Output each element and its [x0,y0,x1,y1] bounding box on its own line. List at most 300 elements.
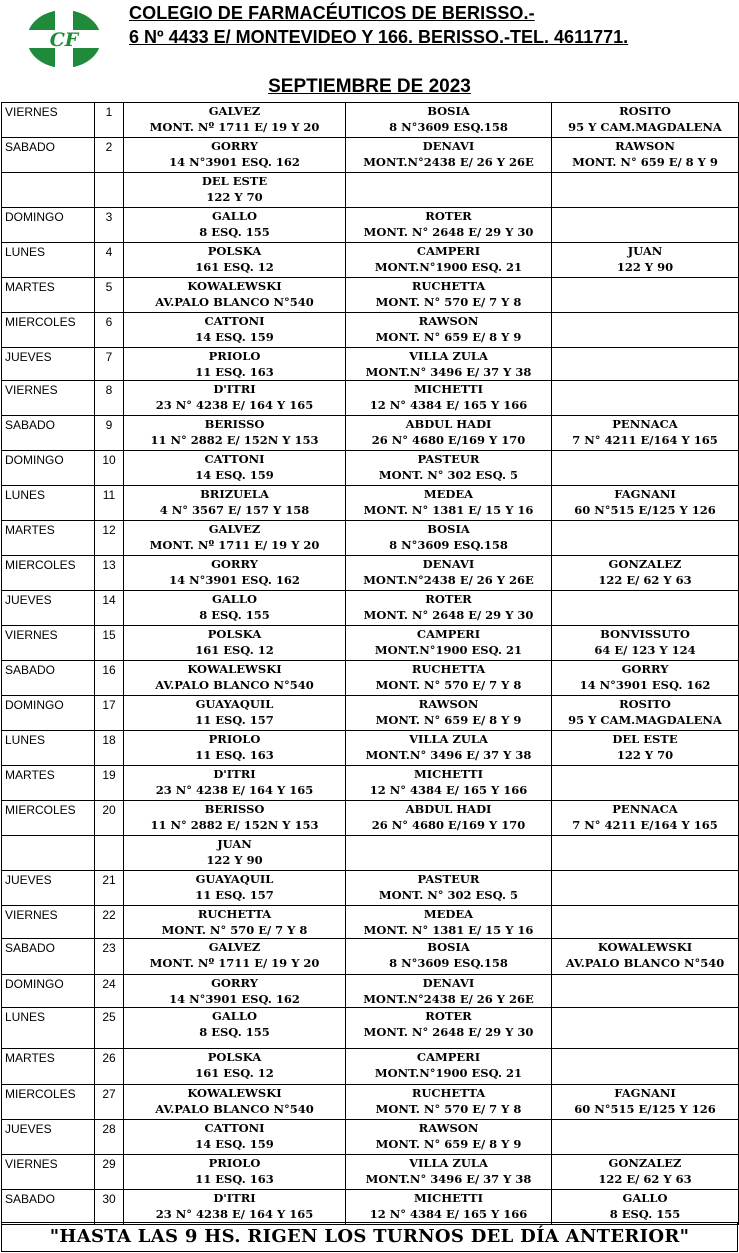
day-number-cell [95,1190,124,1225]
pharmacy-name: DEL ESTE [201,174,268,188]
pharmacy-address: 122 Y 90 [616,260,674,274]
schedule-row [2,521,739,556]
pharmacy-cell [552,381,739,416]
pharmacy-cell [552,173,739,208]
pharmacy-address: MONT. N° 302 ESQ. 5 [378,468,519,482]
weekday-cell [2,836,95,871]
pharmacy-name: DENAVI [422,976,475,990]
pharmacy-cell [552,208,739,243]
pharmacy-name: CAMPERI [416,627,481,641]
pharmacy-name: BOSIA [427,522,470,536]
pharmacy-cell [124,1120,346,1155]
pharmacy-address: 8 N°3609 ESQ.158 [389,956,508,970]
pharmacy-name: RUCHETTA [411,1086,486,1100]
pharmacy-cell [124,906,346,939]
day-number-cell [95,731,124,766]
pharmacy-address: MONT. N° 2648 E/ 29 Y 30 [363,225,534,239]
day-number-cell [95,348,124,381]
pharmacy-address: MONT. N° 1381 E/ 15 Y 16 [363,503,534,517]
pharmacy-name: CATTONI [204,314,265,328]
pharmacy-cell [552,138,739,173]
weekday-cell [2,451,95,486]
pharmacy-name: GALLO [212,592,257,606]
pharmacy-cross-logo-icon [26,9,102,69]
pharmacy-cell [124,591,346,626]
pharmacy-name: GUAYAQUIL [195,872,274,886]
pharmacy-cell [346,766,552,801]
pharmacy-cell [552,801,739,836]
weekday-label: SABADO [5,663,56,677]
schedule-row [2,1155,739,1190]
pharmacy-address: 8 N°3609 ESQ.158 [389,120,508,134]
pharmacy-address: MONT. Nº 1711 E/ 19 Y 20 [149,120,320,134]
pharmacy-address: MONT. N° 570 E/ 7 Y 8 [161,923,308,937]
day-number-cell [95,556,124,591]
pharmacy-address: 14 N°3901 ESQ. 162 [169,992,300,1006]
pharmacy-cell [346,836,552,871]
pharmacy-cell [124,173,346,208]
pharmacy-address: 60 N°515 E/125 Y 126 [574,503,716,517]
pharmacy-name: D'ITRI [213,1191,256,1205]
pharmacy-cell [124,661,346,696]
day-number: 23 [102,941,116,955]
schedule-row [2,381,739,416]
pharmacy-address: MONT.N°1900 ESQ. 21 [374,1066,523,1080]
pharmacy-name: FAGNANI [614,1086,676,1100]
pharmacy-address: MONT. N° 659 E/ 8 Y 9 [375,1137,522,1151]
day-number-cell [95,173,124,208]
pharmacy-name: VILLA ZULA [409,349,488,363]
pharmacy-cell [124,1190,346,1225]
day-number: 10 [102,453,116,467]
pharmacy-name: KOWALEWSKI [187,279,282,293]
pharmacy-address: MONT.N°2438 E/ 26 Y 26E [363,992,534,1006]
pharmacy-name: RUCHETTA [197,907,272,921]
weekday-cell [2,243,95,278]
pharmacy-address: 60 N°515 E/125 Y 126 [574,1102,716,1116]
pharmacy-name: D'ITRI [213,382,256,396]
pharmacy-cell [346,278,552,313]
schedule-row [2,906,739,939]
pharmacy-address: MONT.N°1900 ESQ. 21 [374,643,523,657]
weekday-cell [2,173,95,208]
pharmacy-cell [552,1085,739,1120]
pharmacy-name: JUAN [217,837,252,851]
pharmacy-cell [124,521,346,556]
header [0,0,739,72]
pharmacy-name: GALVEZ [208,104,261,118]
pharmacy-cell [552,451,739,486]
pharmacy-cell [124,696,346,731]
pharmacy-name: GONZALEZ [608,557,682,571]
pharmacy-address: 14 ESQ. 159 [195,468,274,482]
weekday-label: MARTES [5,280,55,294]
weekday-label: SABADO [5,1192,56,1206]
pharmacy-address: 95 Y CAM.MAGDALENA [568,120,722,134]
pharmacy-cell [552,521,739,556]
pharmacy-cell [124,1085,346,1120]
pharmacy-cell [346,1190,552,1225]
pharmacy-name: POLSKA [207,1050,262,1064]
weekday-cell [2,138,95,173]
pharmacy-cell [346,556,552,591]
weekday-cell [2,906,95,939]
day-number: 15 [102,628,116,642]
pharmacy-address: 11 ESQ. 163 [195,1172,274,1186]
day-number-cell [95,1155,124,1190]
pharmacy-name: BERISSO [204,802,265,816]
pharmacy-address: 8 ESQ. 155 [199,1025,270,1039]
pharmacy-cell [552,243,739,278]
pharmacy-cell [552,871,739,906]
pharmacy-address: 14 ESQ. 159 [195,1137,274,1151]
weekday-cell [2,103,95,138]
schedule-row [2,313,739,348]
pharmacy-name: GALLO [212,1009,257,1023]
pharmacy-name: PRIOLO [208,1156,261,1170]
pharmacy-cell [346,661,552,696]
schedule-row [2,766,739,801]
pharmacy-name: GORRY [211,976,258,990]
schedule-row [2,1120,739,1155]
pharmacy-name: GORRY [211,139,258,153]
weekday-label: JUEVES [5,350,52,364]
schedule-row [2,348,739,381]
pharmacy-cell [346,626,552,661]
pharmacy-address: 11 N° 2882 E/ 152N Y 153 [150,818,319,832]
pharmacy-address: 161 ESQ. 12 [195,1066,274,1080]
day-number: 26 [102,1051,116,1065]
pharmacy-name: CATTONI [204,1121,265,1135]
weekday-cell [2,1008,95,1049]
pharmacy-name: BOSIA [427,104,470,118]
pharmacy-cell [124,556,346,591]
pharmacy-address: 12 N° 4384 E/ 165 Y 166 [369,783,528,797]
pharmacy-cell [124,208,346,243]
day-number: 5 [105,280,113,294]
pharmacy-name: KOWALEWSKI [597,940,693,954]
pharmacy-cell [346,1085,552,1120]
day-number: 30 [102,1192,116,1206]
schedule-row [2,975,739,1008]
pharmacy-cell [346,591,552,626]
pharmacy-cell [552,696,739,731]
day-number-cell [95,801,124,836]
pharmacy-cell [346,1049,552,1085]
day-number-cell [95,1049,124,1085]
pharmacy-cell [346,975,552,1008]
weekday-label: JUEVES [5,593,52,607]
pharmacy-cell [552,626,739,661]
pharmacy-cell [552,416,739,451]
weekday-label: DOMINGO [5,698,64,712]
day-number: 20 [102,803,116,817]
pharmacy-name: BONVISSUTO [600,627,690,641]
pharmacy-cell [124,313,346,348]
day-number-cell [95,975,124,1008]
month-title: SEPTIEMBRE DE 2023 [268,76,471,97]
schedule-row [2,138,739,173]
pharmacy-address: 122 E/ 62 Y 63 [598,1172,692,1186]
pharmacy-name: JUAN [627,244,663,258]
schedule-row [2,556,739,591]
pharmacy-address: 14 ESQ. 159 [195,330,274,344]
weekday-cell [2,1120,95,1155]
pharmacy-name: DENAVI [422,557,475,571]
schedule-row [2,939,739,975]
pharmacy-address: MONT.N° 3496 E/ 37 Y 38 [365,1172,532,1186]
day-number: 3 [105,210,113,224]
day-number [95,173,123,174]
pharmacy-cell [124,766,346,801]
pharmacy-address: MONT. N° 302 ESQ. 5 [378,888,519,902]
footer-note: "HASTA LAS 9 HS. RIGEN LOS TURNOS DEL DÍA ANTERIOR" [1,1222,738,1252]
pharmacy-name: BOSIA [427,940,470,954]
weekday-label: DOMINGO [5,977,64,991]
weekday-label: JUEVES [5,873,52,887]
pharmacy-name: GORRY [211,557,258,571]
pharmacy-address: 11 N° 2882 E/ 152N Y 153 [150,433,319,447]
day-number: 11 [102,488,116,502]
weekday-label: VIERNES [5,908,58,922]
weekday-cell [2,1049,95,1085]
schedule-row [2,626,739,661]
pharmacy-address: MONT. Nº 1711 E/ 19 Y 20 [149,956,320,970]
pharmacy-address: 8 N°3609 ESQ.158 [389,538,508,552]
pharmacy-cell [346,486,552,521]
pharmacy-cell [552,975,739,1008]
pharmacy-cell [124,416,346,451]
pharmacy-address: 122 E/ 62 Y 63 [598,573,692,587]
pharmacy-name: GALLO [622,1191,668,1205]
pharmacy-address: MONT.N°1900 ESQ. 21 [374,260,523,274]
pharmacy-name: KOWALEWSKI [187,662,282,676]
weekday-label: MIERCOLES [5,1087,76,1101]
pharmacy-address: MONT. N° 659 E/ 8 Y 9 [572,155,718,169]
day-number-cell [95,278,124,313]
weekday-cell [2,731,95,766]
day-number-cell [95,243,124,278]
weekday-cell [2,208,95,243]
pharmacy-cell [346,906,552,939]
day-number-cell [95,766,124,801]
day-number-cell [95,591,124,626]
pharmacy-name: VILLA ZULA [409,1156,488,1170]
pharmacy-name: GORRY [621,662,669,676]
day-number-cell [95,871,124,906]
weekday-cell [2,939,95,975]
pharmacy-cell [552,556,739,591]
pharmacy-address: 23 N° 4238 E/ 164 Y 165 [155,1207,314,1221]
pharmacy-address: MONT. N° 570 E/ 7 Y 8 [375,678,522,692]
weekday-cell [2,626,95,661]
pharmacy-address: 11 ESQ. 163 [195,365,274,379]
weekday-label: VIERNES [5,105,58,119]
day-number-cell [95,696,124,731]
pharmacy-address: MONT.N° 3496 E/ 37 Y 38 [365,365,532,379]
day-number-cell [95,1008,124,1049]
pharmacy-address: MONT.N°2438 E/ 26 Y 26E [363,155,534,169]
pharmacy-address: MONT. Nº 1711 E/ 19 Y 20 [149,538,320,552]
pharmacy-address: 23 N° 4238 E/ 164 Y 165 [155,398,314,412]
schedule-row [2,208,739,243]
pharmacy-address: 161 ESQ. 12 [195,260,274,274]
weekday-cell [2,591,95,626]
pharmacy-address: MONT. N° 570 E/ 7 Y 8 [375,295,522,309]
schedule-row [2,871,739,906]
pharmacy-address: 11 ESQ. 163 [195,748,274,762]
pharmacy-name: PENNACA [612,417,678,431]
pharmacy-address: 26 N° 4680 E/169 Y 170 [371,433,526,447]
schedule-row [2,173,739,208]
pharmacy-name: ROTER [425,592,472,606]
weekday-cell [2,871,95,906]
pharmacy-cell [124,731,346,766]
pharmacy-cell [346,871,552,906]
day-number-cell [95,486,124,521]
day-number: 1 [105,105,113,119]
weekday-cell [2,975,95,1008]
weekday-label: LUNES [5,733,46,747]
pharmacy-address: 12 N° 4384 E/ 165 Y 166 [369,398,528,412]
pharmacy-name: MEDEA [423,907,474,921]
day-number-cell [95,451,124,486]
day-number: 8 [105,383,113,397]
pharmacy-name: MICHETTI [414,767,483,781]
weekday-label: DOMINGO [5,453,64,467]
schedule-row [2,591,739,626]
schedule-row [2,278,739,313]
pharmacy-cell [552,1190,739,1225]
pharmacy-cell [124,348,346,381]
pharmacy-cell [124,1155,346,1190]
pharmacy-cell [124,451,346,486]
day-number-cell [95,836,124,871]
pharmacy-address: 14 N°3901 ESQ. 162 [579,678,711,692]
pharmacy-address: MONT.N°2438 E/ 26 Y 26E [363,573,534,587]
pharmacy-address: MONT. N° 659 E/ 8 Y 9 [375,713,522,727]
weekday-cell [2,556,95,591]
pharmacy-cell [124,871,346,906]
weekday-cell [2,521,95,556]
weekday-cell [2,1190,95,1225]
pharmacy-name: POLSKA [207,627,262,641]
pharmacy-name: POLSKA [207,244,262,258]
pharmacy-name: MEDEA [423,487,474,501]
pharmacy-cell [552,939,739,975]
pharmacy-address: 7 N° 4211 E/164 Y 165 [572,433,718,447]
schedule-row [2,731,739,766]
pharmacy-name: PENNACA [612,802,678,816]
day-number-cell [95,661,124,696]
weekday-cell [2,766,95,801]
pharmacy-address: 12 N° 4384 E/ 165 Y 166 [369,1207,528,1221]
pharmacy-name: CAMPERI [416,244,481,258]
weekday-label: MARTES [5,768,55,782]
pharmacy-name: RAWSON [418,1121,479,1135]
pharmacy-cell [346,1008,552,1049]
weekday-label [5,173,94,174]
pharmacy-address: 161 ESQ. 12 [195,643,274,657]
pharmacy-cell [552,486,739,521]
pharmacy-address: MONT. N° 1381 E/ 15 Y 16 [363,923,534,937]
day-number: 28 [102,1122,116,1136]
day-number: 27 [102,1087,116,1101]
pharmacy-address: 8 ESQ. 155 [609,1207,681,1221]
schedule-row [2,451,739,486]
schedule-row [2,696,739,731]
pharmacy-cell [124,626,346,661]
day-number: 17 [102,698,116,712]
pharmacy-address: 14 N°3901 ESQ. 162 [169,573,300,587]
pharmacy-address: 11 ESQ. 157 [195,713,274,727]
pharmacy-name: ABDUL HADI [405,417,492,431]
college-address: 6 Nº 4433 E/ MONTEVIDEO Y 166. BERISSO.-TEL. 4611771. [129,27,629,47]
pharmacy-address: AV.PALO BLANCO N°540 [155,678,314,692]
pharmacy-name: RUCHETTA [411,662,486,676]
day-number: 12 [102,523,116,537]
pharmacy-cell [552,278,739,313]
day-number-cell [95,208,124,243]
day-number: 21 [102,873,116,887]
weekday-cell [2,1155,95,1190]
pharmacy-cell [124,278,346,313]
day-number-cell [95,906,124,939]
pharmacy-cell [346,208,552,243]
schedule-row [2,836,739,871]
day-number-cell [95,1085,124,1120]
pharmacy-cell [552,348,739,381]
pharmacy-name: RAWSON [418,314,479,328]
schedule-row [2,1008,739,1049]
pharmacy-cell [346,1155,552,1190]
pharmacy-address: 26 N° 4680 E/169 Y 170 [371,818,526,832]
day-number: 16 [102,663,116,677]
pharmacy-cell [552,1120,739,1155]
weekday-label: DOMINGO [5,210,64,224]
day-number: 7 [105,350,113,364]
pharmacy-cell [124,486,346,521]
pharmacy-cell [346,348,552,381]
schedule-row [2,103,739,138]
weekday-label: LUNES [5,488,46,502]
pharmacy-cell [552,766,739,801]
weekday-cell [2,661,95,696]
pharmacy-cell [346,451,552,486]
pharmacy-address: 23 N° 4238 E/ 164 Y 165 [155,783,314,797]
weekday-label: LUNES [5,245,46,259]
pharmacy-name: ROSITO [619,697,671,711]
pharmacy-cell [124,801,346,836]
day-number [95,836,123,837]
weekday-label: MIERCOLES [5,558,76,572]
weekday-label: MARTES [5,1051,55,1065]
weekday-label: SABADO [5,941,56,955]
pharmacy-address: AV.PALO BLANCO N°540 [155,1102,314,1116]
weekday-cell [2,278,95,313]
pharmacy-name: ROSITO [619,104,671,118]
pharmacy-cell [346,1120,552,1155]
weekday-cell [2,416,95,451]
pharmacy-cell [552,313,739,348]
pharmacy-address: 122 Y 90 [206,853,263,867]
pharmacy-cell [552,906,739,939]
pharmacy-name: DENAVI [422,139,475,153]
pharmacy-name: BRIZUELA [200,487,269,501]
pharmacy-name: BERISSO [204,417,265,431]
weekday-label: MIERCOLES [5,803,76,817]
pharmacy-cell [124,1049,346,1085]
